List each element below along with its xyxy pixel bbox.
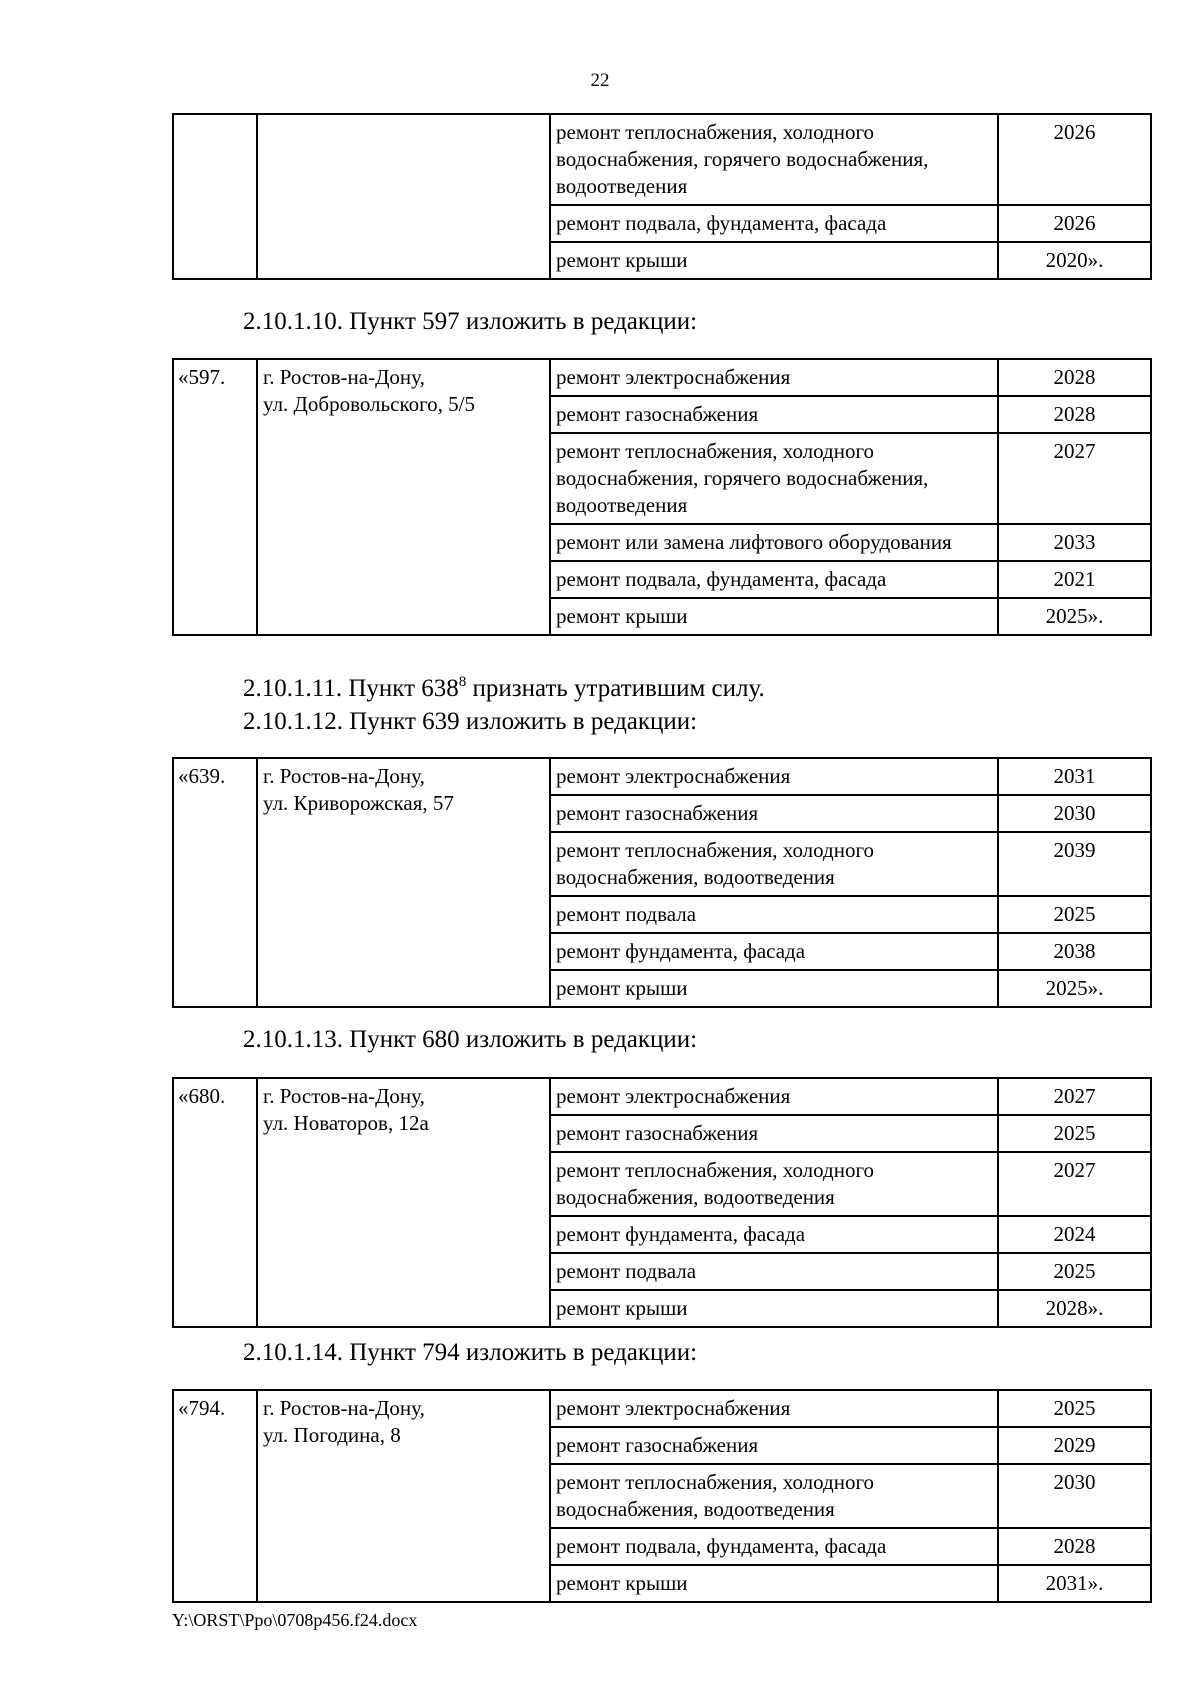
year-cell: 2030 [998, 1464, 1151, 1528]
item-number: «639. [173, 758, 257, 1007]
year-cell: 2025 [998, 896, 1151, 933]
year-cell: 2026 [998, 114, 1151, 205]
item-639-table [172, 757, 1152, 1008]
year-cell: 2031 [998, 758, 1151, 795]
work-cell: ремонт крыши [550, 242, 998, 279]
year-cell: 2021 [998, 561, 1151, 598]
footer-file-path: Y:\ORST\Ppo\0708p456.f24.docx [172, 1610, 418, 1630]
address-cell [257, 114, 550, 279]
address-line: ул. Криворожская, 57 [263, 791, 454, 815]
work-cell: ремонт подвала, фундамента, фасада [550, 561, 998, 598]
item-794-table [172, 1389, 1152, 1603]
paragraph-2-10-1-10: 2.10.1.10. Пункт 597 изложить в редакции: [243, 308, 698, 335]
year-cell: 2025 [998, 1253, 1151, 1290]
year-cell: 2028 [998, 359, 1151, 396]
work-cell: ремонт газоснабжения [550, 795, 998, 832]
paragraph-2-10-1-14: 2.10.1.14. Пункт 794 изложить в редакции: [243, 1339, 698, 1366]
year-cell: 2027 [998, 433, 1151, 524]
work-cell: ремонт подвала, фундамента, фасада [550, 205, 998, 242]
year-cell: 2033 [998, 524, 1151, 561]
work-cell: ремонт крыши [550, 598, 998, 635]
address-line: ул. Погодина, 8 [263, 1423, 401, 1447]
year-cell: 2039 [998, 832, 1151, 896]
footnote-reference: 8 [458, 674, 467, 690]
work-cell: ремонт электроснабжения [550, 1078, 998, 1115]
paragraph-2-10-1-11 [243, 673, 765, 705]
work-cell: ремонт подвала [550, 896, 998, 933]
paragraph-2-10-1-12: 2.10.1.12. Пункт 639 изложить в редакции: [243, 708, 698, 735]
year-cell: 2026 [998, 205, 1151, 242]
item-number: «794. [173, 1390, 257, 1602]
table-row [173, 359, 1151, 396]
address-line: ул. Добровольского, 5/5 [263, 392, 475, 416]
year-cell: 2030 [998, 795, 1151, 832]
year-cell: 2038 [998, 933, 1151, 970]
address-line: г. Ростов-на-Дону, [263, 365, 425, 389]
work-cell: ремонт теплоснабжения, холодного водоснабжения, водоотведения [550, 1152, 998, 1216]
item-680-table [172, 1077, 1152, 1328]
year-cell: 2031». [998, 1565, 1151, 1602]
work-cell: ремонт фундамента, фасада [550, 933, 998, 970]
table-row [173, 758, 1151, 795]
year-cell: 2020». [998, 242, 1151, 279]
year-cell: 2025». [998, 598, 1151, 635]
address-cell [257, 1390, 550, 1602]
table-row [173, 1078, 1151, 1115]
item-597-table [172, 358, 1152, 636]
work-cell: ремонт электроснабжения [550, 1390, 998, 1427]
paragraph-text: признать утратившим силу. [466, 675, 765, 702]
work-cell: ремонт газоснабжения [550, 1115, 998, 1152]
work-cell: ремонт электроснабжения [550, 359, 998, 396]
work-cell: ремонт теплоснабжения, холодного водоснабжения, горячего водоснабжения, водоотведения [550, 114, 998, 205]
work-cell: ремонт теплоснабжения, холодного водоснабжения, горячего водоснабжения, водоотведения [550, 433, 998, 524]
paragraph-text: 2.10.1.11. Пункт 638 [243, 675, 459, 702]
year-cell: 2027 [998, 1078, 1151, 1115]
year-cell: 2025 [998, 1390, 1151, 1427]
work-cell: ремонт электроснабжения [550, 758, 998, 795]
table-row [173, 114, 1151, 205]
paragraph-2-10-1-13: 2.10.1.13. Пункт 680 изложить в редакции: [243, 1026, 698, 1053]
address-line: г. Ростов-на-Дону, [263, 1084, 425, 1108]
year-cell: 2029 [998, 1427, 1151, 1464]
work-cell: ремонт крыши [550, 1565, 998, 1602]
work-cell: ремонт теплоснабжения, холодного водоснабжения, водоотведения [550, 1464, 998, 1528]
year-cell: 2028 [998, 396, 1151, 433]
address-cell [257, 359, 550, 635]
year-cell: 2025». [998, 970, 1151, 1007]
address-line: ул. Новаторов, 12а [263, 1111, 429, 1135]
year-cell: 2027 [998, 1152, 1151, 1216]
item-number-cell [173, 114, 257, 279]
work-cell: ремонт подвала [550, 1253, 998, 1290]
address-cell [257, 1078, 550, 1327]
year-cell: 2028». [998, 1290, 1151, 1327]
item-number: «680. [173, 1078, 257, 1327]
address-line: г. Ростов-на-Дону, [263, 764, 425, 788]
work-cell: ремонт газоснабжения [550, 396, 998, 433]
item-number: «597. [173, 359, 257, 635]
year-cell: 2025 [998, 1115, 1151, 1152]
work-cell: ремонт теплоснабжения, холодного водоснабжения, водоотведения [550, 832, 998, 896]
continuation-table [172, 113, 1152, 280]
year-cell: 2028 [998, 1528, 1151, 1565]
work-cell: ремонт фундамента, фасада [550, 1216, 998, 1253]
work-cell: ремонт или замена лифтового оборудования [550, 524, 998, 561]
work-cell: ремонт крыши [550, 1290, 998, 1327]
year-cell: 2024 [998, 1216, 1151, 1253]
work-cell: ремонт крыши [550, 970, 998, 1007]
table-row [173, 1390, 1151, 1427]
work-cell: ремонт подвала, фундамента, фасада [550, 1528, 998, 1565]
work-cell: ремонт газоснабжения [550, 1427, 998, 1464]
page-number: 22 [590, 70, 610, 91]
address-line: г. Ростов-на-Дону, [263, 1396, 425, 1420]
address-cell [257, 758, 550, 1007]
